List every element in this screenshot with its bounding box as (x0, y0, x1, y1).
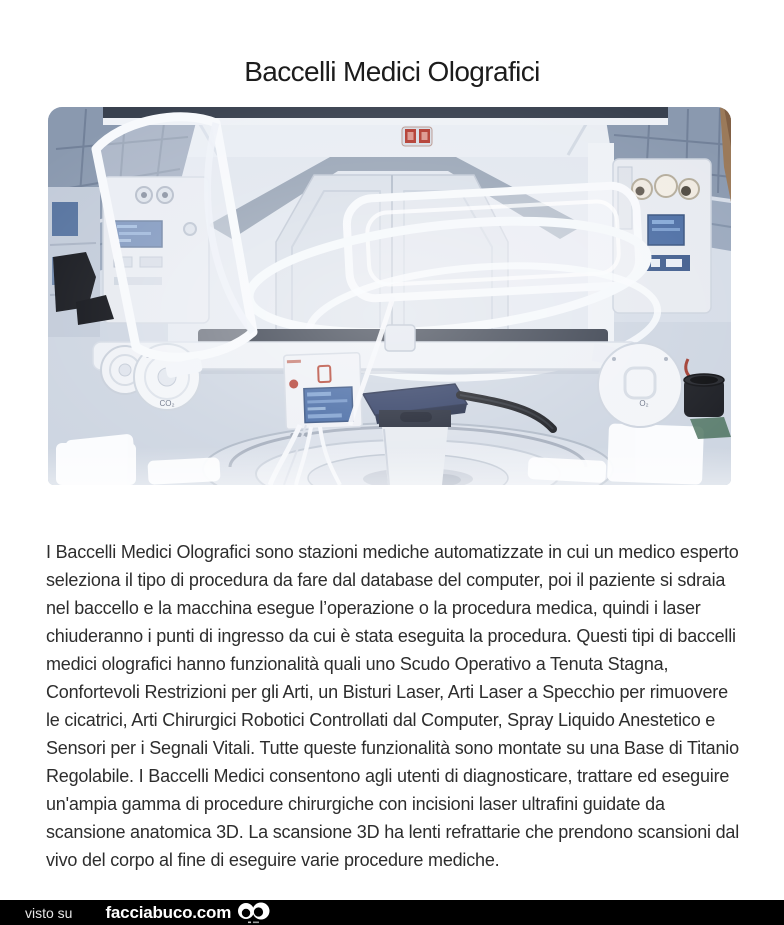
page-title: Baccelli Medici Olografici (244, 56, 540, 87)
article-paragraph: I Baccelli Medici Olografici sono stazioni mediche automatizzate in cui un medico esperto seleziona il tipo di procedura da fare dal database del computer, poi il paziente si sdraia nel baccello e la macchina esegue l’operazione o la procedura medica, quindi i laser chiuderanno i punti di ingresso da cui è stata eseguita la procedura. Questi tipi di baccelli medici olografici hanno funzionalità quali uno Scudo Operativo a Tenuta Stagna, Confortevoli Restrizioni per gli Arti, un Bisturi Laser, Arti Laser a Specchio per rimuovere le cicatrici, Arti Chirurgici Robotici Controllati dal Computer, Spray Liquido Anestetico e Sensori per i Segnali Vitali. Tutte queste funzionalità sono montate su una Base di Titanio Regolabile. I Baccelli Medici consentono agli utenti di diagnosticare, trattare ed eseguire un'ampia gamma di procedure chirurgiche con incisioni laser ultrafini guidate da scansione anatomica 3D. La scansione 3D ha lenti refrattarie che prendono scansioni dal vivo del corpo al fine di eseguire varie procedure mediche. (46, 542, 740, 870)
light-glow (48, 107, 731, 485)
googly-eyes-icon (237, 902, 271, 924)
site-name: facciabuco.com (105, 902, 232, 922)
seen-on-label: visto su (25, 904, 73, 921)
med-bay-illustration (48, 107, 731, 485)
med-bay-photo (48, 107, 731, 485)
footer-bar (0, 900, 784, 925)
